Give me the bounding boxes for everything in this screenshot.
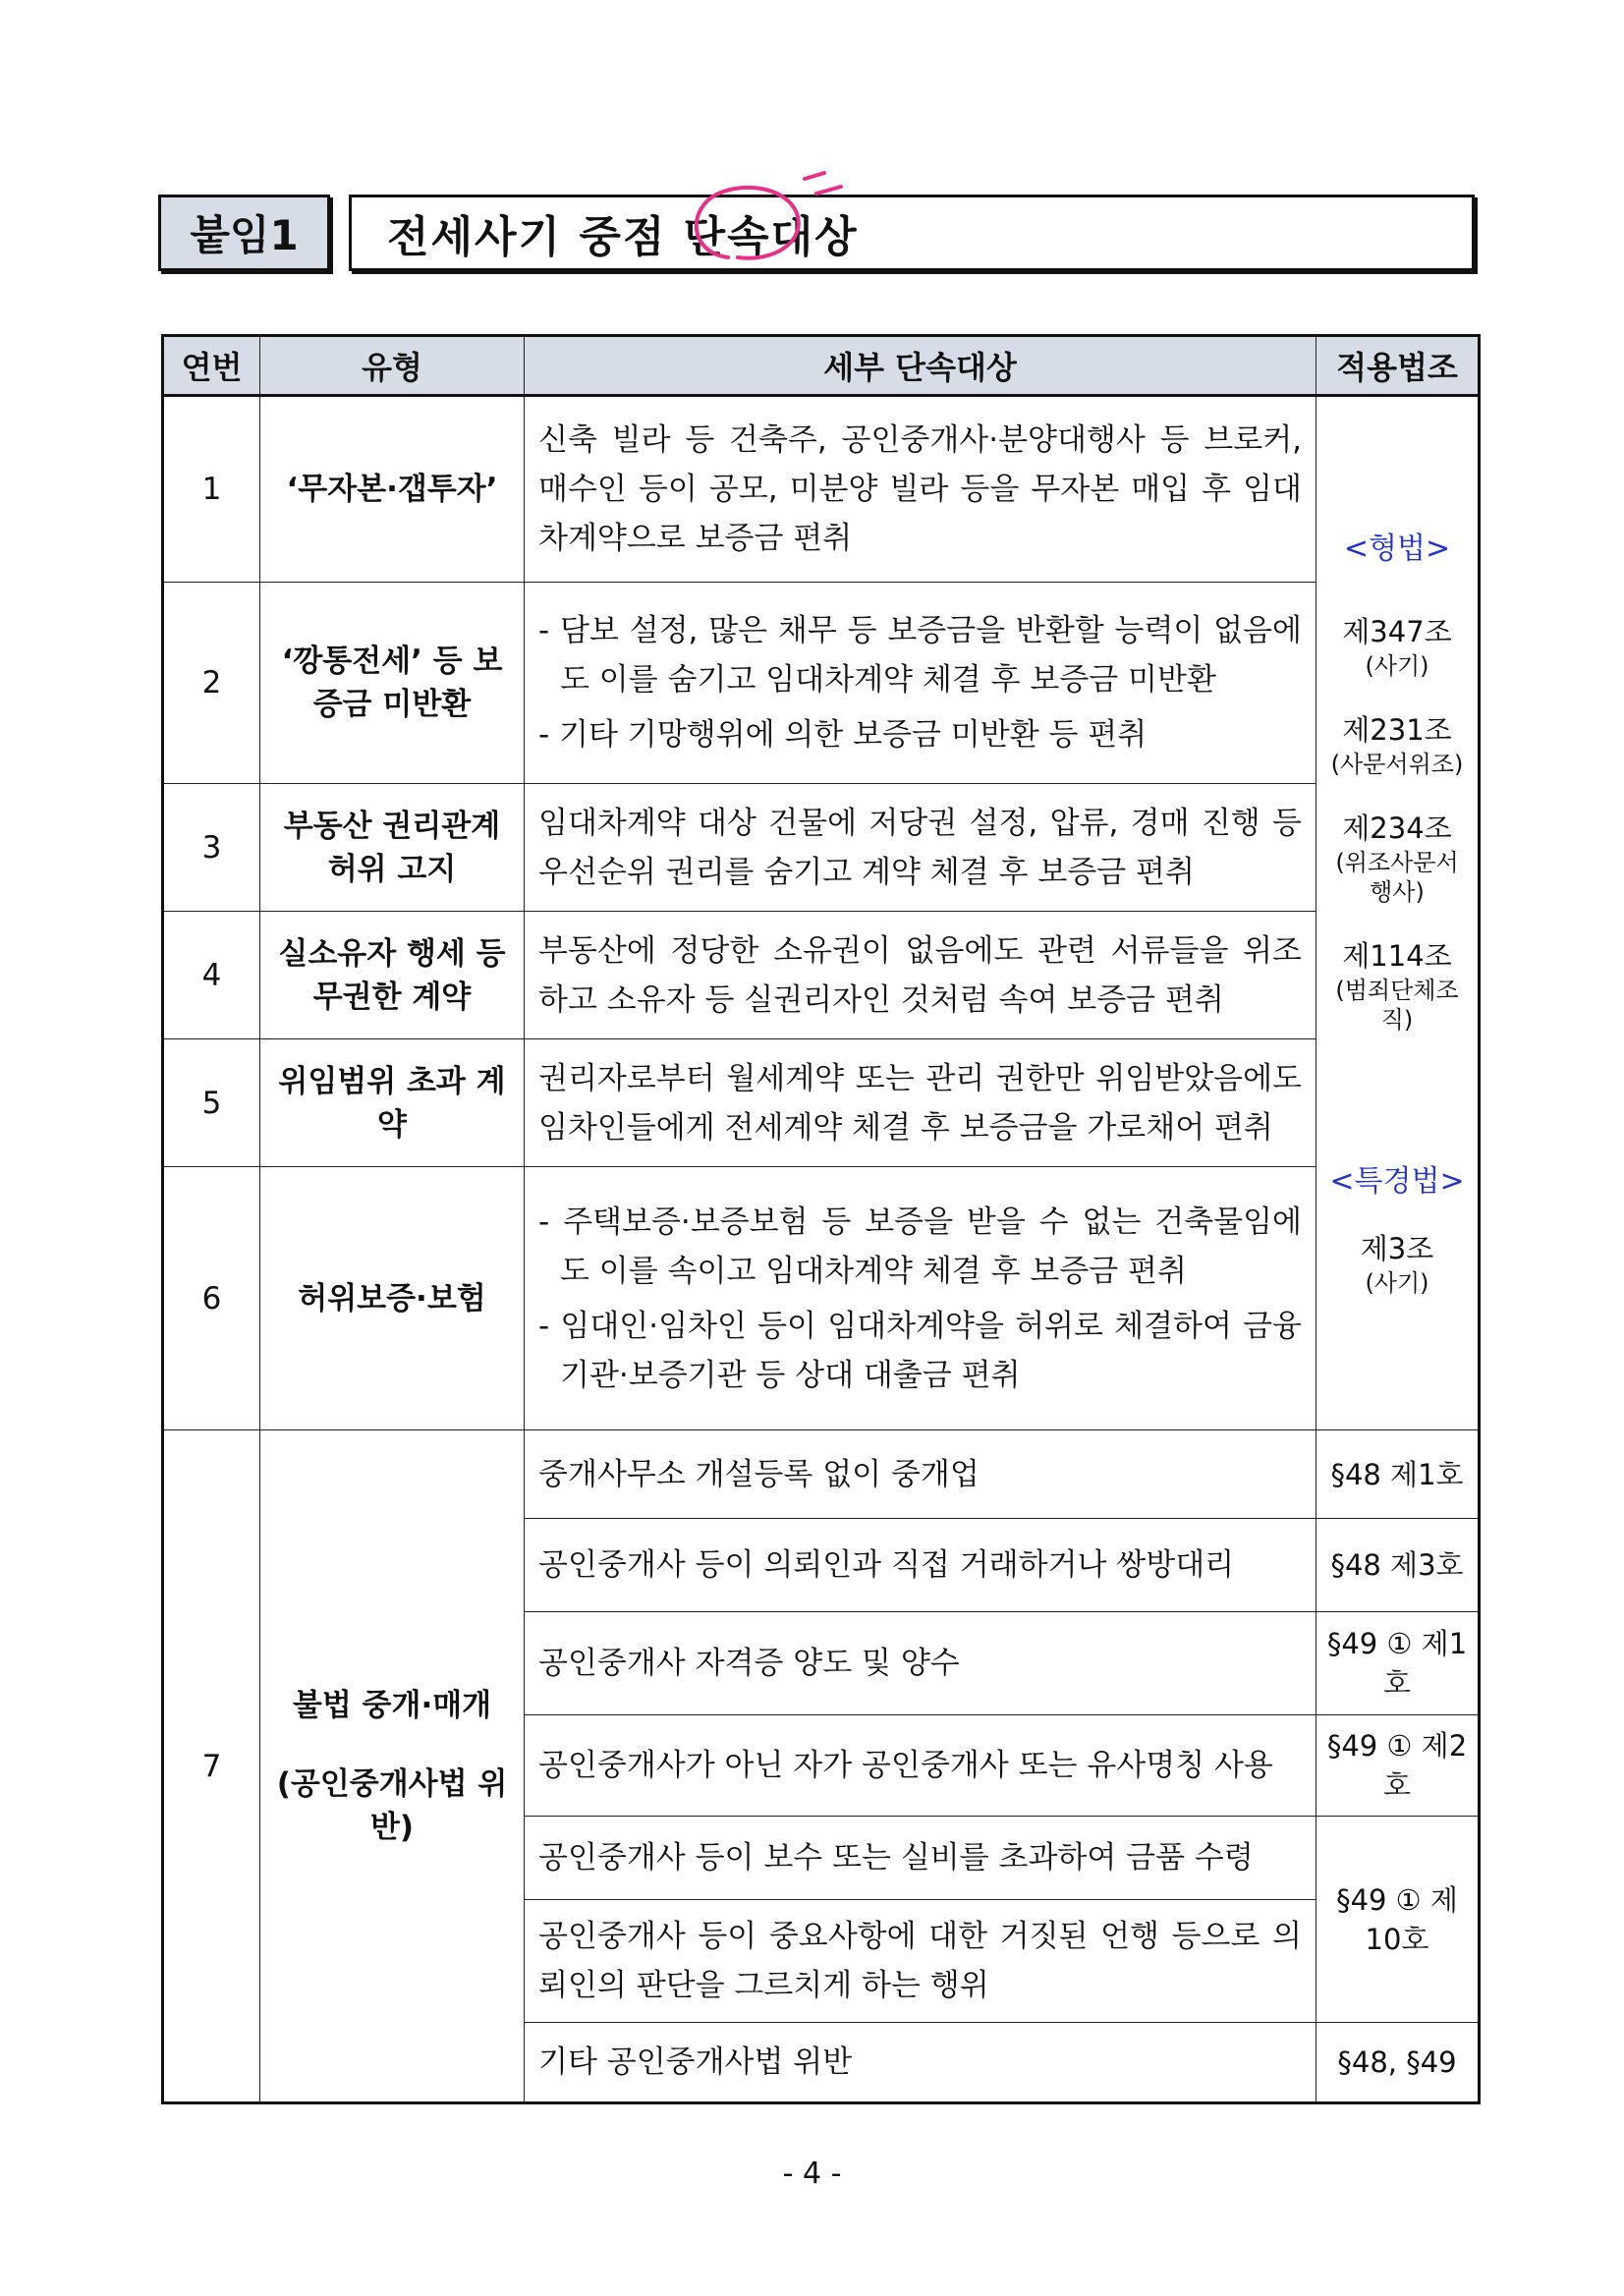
- table-row: [163, 1430, 1480, 1519]
- row-type: ‘무자본·갭투자’: [260, 396, 525, 583]
- law-head-special: <특경법>: [1329, 1163, 1465, 1199]
- row-detail: 공인중개사 등이 중요사항에 대한 거짓된 언행 등으로 의뢰인의 판단을 그르치게 하는 행위: [525, 1900, 1316, 2023]
- law-note: (범죄단체조직): [1335, 976, 1459, 1034]
- row-type: [260, 1430, 525, 2103]
- law-article: 제231조: [1342, 712, 1452, 747]
- law-note: (사기): [1365, 1268, 1429, 1297]
- row-number: 5: [163, 1039, 260, 1167]
- row-number: 3: [163, 784, 260, 912]
- row-detail: 부동산에 정당한 소유권이 없음에도 관련 서류들을 위조하고 소유자 등 실권리자인 것처럼 속여 보증금 편취: [525, 912, 1316, 1039]
- table-row: [163, 912, 1480, 1039]
- law-article: 제347조: [1342, 614, 1452, 648]
- law-note: (위조사문서 행사): [1335, 848, 1459, 906]
- row-type: 부동산 권리관계 허위 고지: [260, 784, 525, 912]
- row-type-line: 불법 중개·매개: [292, 1687, 492, 1723]
- detail-bullet: - 임대인·임차인 등이 임대차계약을 허위로 체결하여 금융기관·보증기관 등 상대 대출금 편취: [538, 1308, 1302, 1393]
- row-detail: 중개사무소 개설등록 없이 중개업: [525, 1430, 1316, 1519]
- attachment-badge: 붙임1: [158, 195, 330, 271]
- row-law: §49 ① 제10호: [1316, 1817, 1480, 2023]
- header-type: 유형: [260, 336, 525, 396]
- crackdown-table: [161, 334, 1481, 2104]
- title-area: [158, 195, 1475, 273]
- row-law: §49 ① 제1호: [1316, 1612, 1480, 1715]
- table-header-row: [163, 336, 1480, 396]
- row-detail: 공인중개사 자격증 양도 및 양수: [525, 1612, 1316, 1715]
- page-number: - 4 -: [782, 2156, 842, 2191]
- table-row: [163, 784, 1480, 912]
- row-detail: 기타 공인중개사법 위반: [525, 2023, 1316, 2103]
- law-note: (사기): [1365, 651, 1429, 680]
- page-title: 전세사기 중점 단속대상: [349, 195, 1475, 271]
- law-note: (사문서위조): [1330, 750, 1464, 778]
- table-row: [163, 1039, 1480, 1167]
- table-row: [163, 1167, 1480, 1430]
- table-row: [163, 396, 1480, 583]
- row-detail: 임대차계약 대상 건물에 저당권 설정, 압류, 경매 진행 등 우선순위 권리를 숨기고 계약 체결 후 보증금 편취: [525, 784, 1316, 912]
- row-number: 7: [163, 1430, 260, 2103]
- row-law: §48 제3호: [1316, 1519, 1480, 1612]
- law-cell-group: [1316, 396, 1480, 1430]
- row-detail: [525, 583, 1316, 784]
- row-number: 1: [163, 396, 260, 583]
- row-detail: 공인중개사가 아닌 자가 공인중개사 또는 유사명칭 사용: [525, 1715, 1316, 1817]
- row-type-line: (공인중개사법 위반): [276, 1765, 508, 1845]
- row-detail: 권리자로부터 월세계약 또는 관리 권한만 위임받았음에도 임차인들에게 전세계약 체결 후 보증금을 가로채어 편취: [525, 1039, 1316, 1167]
- row-detail: 공인중개사 등이 보수 또는 실비를 초과하여 금품 수령: [525, 1817, 1316, 1900]
- highlight-circle-mark: [659, 159, 856, 287]
- row-detail: 공인중개사 등이 의뢰인과 직접 거래하거나 쌍방대리: [525, 1519, 1316, 1612]
- detail-bullet: - 기타 기망행위에 의한 보증금 미반환 등 편취: [538, 717, 1148, 753]
- row-number: 6: [163, 1167, 260, 1430]
- row-type: 위임범위 초과 계약: [260, 1039, 525, 1167]
- row-detail: 신축 빌라 등 건축주, 공인중개사·분양대행사 등 브로커, 매수인 등이 공모, 미분양 빌라 등을 무자본 매입 후 임대차계약으로 보증금 편취: [525, 396, 1316, 583]
- row-number: 2: [163, 583, 260, 784]
- row-type: ‘깡통전세’ 등 보증금 미반환: [260, 583, 525, 784]
- row-type: 실소유자 행세 등 무권한 계약: [260, 912, 525, 1039]
- row-law: §48, §49: [1316, 2023, 1480, 2103]
- row-law: §49 ① 제2호: [1316, 1715, 1480, 1817]
- detail-bullet: - 담보 설정, 많은 채무 등 보증금을 반환할 능력이 없음에도 이를 숨기고 임대차계약 체결 후 보증금 미반환: [538, 613, 1302, 698]
- detail-bullet: - 주택보증·보증보험 등 보증을 받을 수 없는 건축물임에도 이를 속이고 임대차계약 체결 후 보증금 편취: [538, 1204, 1302, 1289]
- row-law: §48 제1호: [1316, 1430, 1480, 1519]
- row-number: 4: [163, 912, 260, 1039]
- row-detail: [525, 1167, 1316, 1430]
- law-article: 제234조: [1342, 811, 1452, 845]
- table-row: [163, 583, 1480, 784]
- law-article: 제114조: [1342, 938, 1452, 973]
- row-type: 허위보증·보험: [260, 1167, 525, 1430]
- header-detail: 세부 단속대상: [525, 336, 1316, 396]
- header-law: 적용법조: [1316, 336, 1480, 396]
- law-head-criminal: <형법>: [1343, 531, 1451, 566]
- law-article: 제3조: [1360, 1231, 1434, 1265]
- header-number: 연번: [163, 336, 260, 396]
